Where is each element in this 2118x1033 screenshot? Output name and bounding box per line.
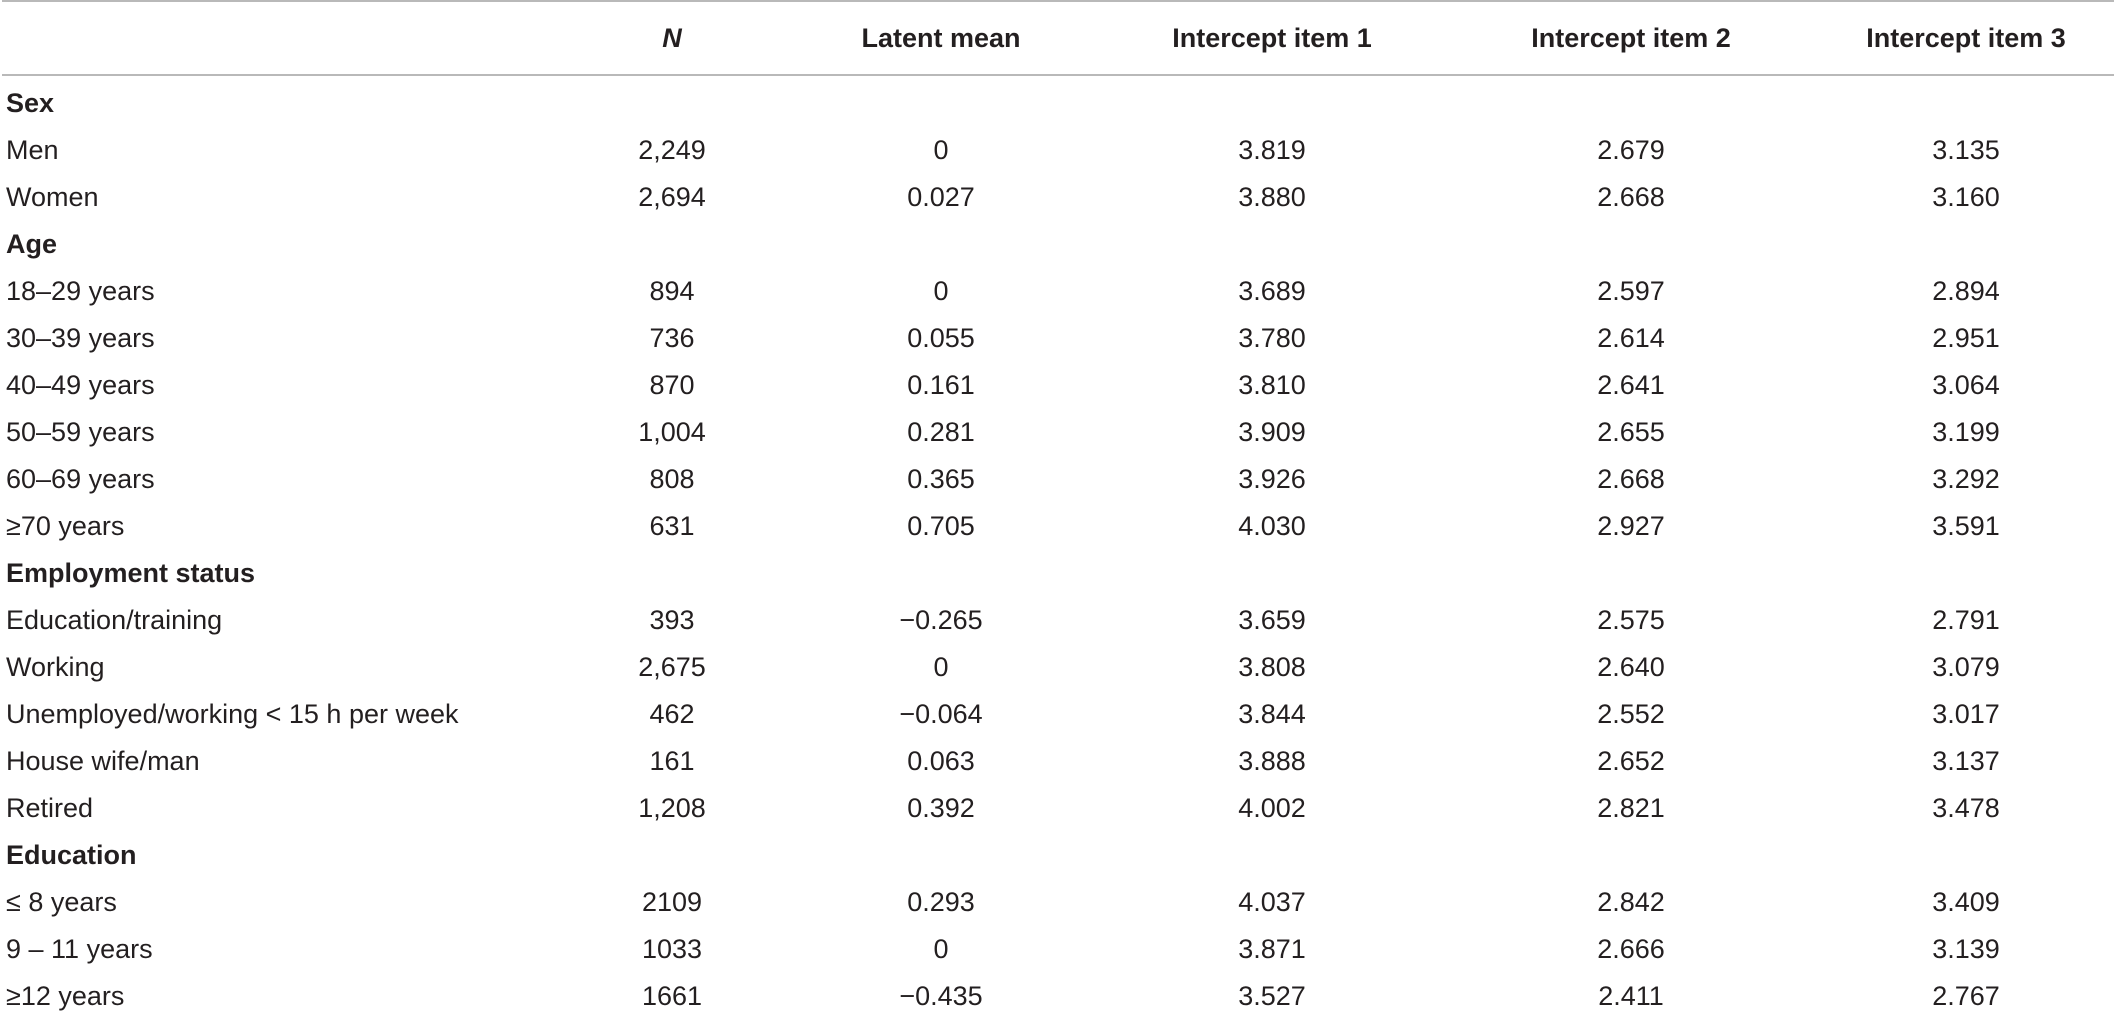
- table-row: [2, 785, 2114, 832]
- table-row: [2, 644, 2114, 691]
- cell-intercept-item-1: 3.780: [1238, 323, 1306, 353]
- cell-intercept-item-2: 2.679: [1597, 135, 1665, 165]
- table-row: [2, 409, 2114, 456]
- cell-latent-mean: 0.055: [907, 323, 975, 353]
- cell-intercept-item-3: 2.791: [1932, 605, 2000, 635]
- row-label: 60–69 years: [6, 464, 155, 494]
- cell-intercept-item-3: 3.064: [1932, 370, 2000, 400]
- table-row: [2, 973, 2114, 1020]
- cell-intercept-item-1: 3.909: [1238, 417, 1306, 447]
- row-label: 9 – 11 years: [6, 934, 153, 964]
- row-label: Working: [6, 652, 105, 682]
- cell-intercept-item-1: 4.002: [1238, 793, 1306, 823]
- cell-latent-mean: 0.293: [907, 887, 975, 917]
- row-label: 18–29 years: [6, 276, 155, 306]
- cell-n: 161: [649, 746, 695, 776]
- cell-n: 2,694: [638, 182, 706, 212]
- row-label: House wife/man: [6, 746, 200, 776]
- cell-n: 1033: [641, 934, 703, 964]
- cell-intercept-item-3: 3.079: [1932, 652, 2000, 682]
- row-label: 30–39 years: [6, 323, 155, 353]
- cell-intercept-item-3: 3.478: [1932, 793, 2000, 823]
- section-header-row: [2, 832, 2114, 879]
- cell-latent-mean: 0.161: [907, 370, 975, 400]
- cell-intercept-item-3: 3.137: [1932, 746, 2000, 776]
- cell-n: 2,675: [638, 652, 706, 682]
- table-row: [2, 503, 2114, 550]
- row-label: Men: [6, 135, 59, 165]
- cell-latent-mean: 0.392: [907, 793, 975, 823]
- cell-intercept-item-3: 3.160: [1932, 182, 2000, 212]
- row-label: ≤ 8 years: [6, 887, 117, 917]
- section-header-row: [2, 550, 2114, 597]
- row-label: Women: [6, 182, 99, 212]
- row-label: ≥70 years: [6, 511, 125, 541]
- cell-n: 736: [649, 323, 695, 353]
- header-cell-latent-mean: Latent mean: [782, 1, 1100, 75]
- cell-latent-mean: −0.064: [899, 699, 983, 729]
- cell-intercept-item-3: 2.767: [1932, 981, 2000, 1011]
- cell-intercept-item-1: 4.030: [1238, 511, 1306, 541]
- section-header-row: [2, 75, 2114, 127]
- table-row: [2, 597, 2114, 644]
- cell-n: 1,208: [638, 793, 706, 823]
- cell-intercept-item-3: 2.894: [1932, 276, 2000, 306]
- table-row: [2, 691, 2114, 738]
- table-row: [2, 926, 2114, 973]
- cell-intercept-item-1: 3.689: [1238, 276, 1306, 306]
- cell-intercept-item-3: 3.292: [1932, 464, 2000, 494]
- row-label: Unemployed/working < 15 h per week: [6, 699, 459, 729]
- cell-n: 631: [649, 511, 695, 541]
- cell-latent-mean: 0.063: [907, 746, 975, 776]
- cell-intercept-item-2: 2.666: [1597, 934, 1665, 964]
- cell-intercept-item-2: 2.842: [1597, 887, 1665, 917]
- cell-intercept-item-1: 3.871: [1238, 934, 1306, 964]
- cell-latent-mean: −0.435: [899, 981, 983, 1011]
- cell-intercept-item-2: 2.411: [1598, 981, 1664, 1011]
- cell-intercept-item-3: 3.591: [1932, 511, 2000, 541]
- cell-latent-mean: 0.705: [907, 511, 975, 541]
- row-label: ≥12 years: [6, 981, 125, 1011]
- cell-intercept-item-2: 2.655: [1597, 417, 1665, 447]
- cell-intercept-item-2: 2.597: [1597, 276, 1665, 306]
- cell-intercept-item-2: 2.575: [1597, 605, 1665, 635]
- section-label: Age: [6, 229, 58, 259]
- cell-intercept-item-2: 2.668: [1597, 464, 1665, 494]
- cell-intercept-item-2: 2.821: [1597, 793, 1665, 823]
- cell-latent-mean: 0.365: [907, 464, 975, 494]
- cell-intercept-item-1: 3.659: [1238, 605, 1306, 635]
- cell-intercept-item-1: 3.810: [1238, 370, 1306, 400]
- cell-intercept-item-3: 3.139: [1932, 934, 2000, 964]
- section-label: Employment status: [6, 558, 256, 588]
- table-row: [2, 738, 2114, 785]
- cell-intercept-item-3: 3.017: [1932, 699, 2000, 729]
- row-label: Retired: [6, 793, 94, 823]
- cell-intercept-item-3: 3.409: [1932, 887, 2000, 917]
- cell-n: 870: [649, 370, 695, 400]
- cell-n: 462: [649, 699, 695, 729]
- cell-intercept-item-3: 3.199: [1932, 417, 2000, 447]
- cell-intercept-item-1: 3.926: [1238, 464, 1306, 494]
- cell-latent-mean: 0: [933, 934, 949, 964]
- cell-intercept-item-2: 2.614: [1597, 323, 1665, 353]
- cell-n: 1661: [641, 981, 703, 1011]
- cell-intercept-item-3: 2.951: [1932, 323, 2000, 353]
- header-row: [2, 1, 2114, 75]
- cell-n: 1,004: [638, 417, 706, 447]
- data-table: [2, 0, 2114, 1020]
- cell-intercept-item-1: 3.880: [1238, 182, 1306, 212]
- cell-intercept-item-2: 2.668: [1597, 182, 1665, 212]
- cell-intercept-item-1: 3.819: [1238, 135, 1306, 165]
- header-cell-n: N: [562, 1, 782, 75]
- table-body: [2, 75, 2114, 1020]
- section-header-row: [2, 221, 2114, 268]
- cell-intercept-item-1: 3.808: [1238, 652, 1306, 682]
- header-cell-intercept-item-3: Intercept item 3: [1818, 1, 2114, 75]
- cell-latent-mean: 0: [933, 652, 949, 682]
- table-header: [2, 1, 2114, 75]
- cell-intercept-item-2: 2.552: [1597, 699, 1665, 729]
- cell-intercept-item-1: 3.888: [1238, 746, 1306, 776]
- cell-intercept-item-1: 3.527: [1238, 981, 1306, 1011]
- cell-n: 808: [649, 464, 695, 494]
- section-label: Sex: [6, 88, 55, 118]
- cell-intercept-item-3: 3.135: [1932, 135, 2000, 165]
- cell-n: 2109: [641, 887, 703, 917]
- row-label: 40–49 years: [6, 370, 155, 400]
- table-row: [2, 879, 2114, 926]
- table-row: [2, 456, 2114, 503]
- cell-intercept-item-2: 2.640: [1597, 652, 1665, 682]
- table-row: [2, 315, 2114, 362]
- cell-latent-mean: −0.265: [899, 605, 983, 635]
- cell-latent-mean: 0: [933, 276, 949, 306]
- header-cell-intercept-item-1: Intercept item 1: [1100, 1, 1444, 75]
- cell-latent-mean: 0.281: [907, 417, 975, 447]
- table-row: [2, 268, 2114, 315]
- table-row: [2, 174, 2114, 221]
- header-cell-intercept-item-2: Intercept item 2: [1444, 1, 1818, 75]
- cell-intercept-item-1: 3.844: [1238, 699, 1306, 729]
- cell-latent-mean: 0.027: [907, 182, 975, 212]
- cell-latent-mean: 0: [933, 135, 949, 165]
- row-label: Education/training: [6, 605, 223, 635]
- cell-intercept-item-2: 2.927: [1597, 511, 1665, 541]
- section-label: Education: [6, 840, 137, 870]
- cell-n: 894: [649, 276, 695, 306]
- table-row: [2, 127, 2114, 174]
- cell-n: 2,249: [638, 135, 706, 165]
- cell-n: 393: [649, 605, 695, 635]
- cell-intercept-item-2: 2.641: [1597, 370, 1665, 400]
- header-cell-label: [2, 1, 562, 75]
- cell-intercept-item-1: 4.037: [1238, 887, 1306, 917]
- table-row: [2, 362, 2114, 409]
- row-label: 50–59 years: [6, 417, 155, 447]
- cell-intercept-item-2: 2.652: [1597, 746, 1665, 776]
